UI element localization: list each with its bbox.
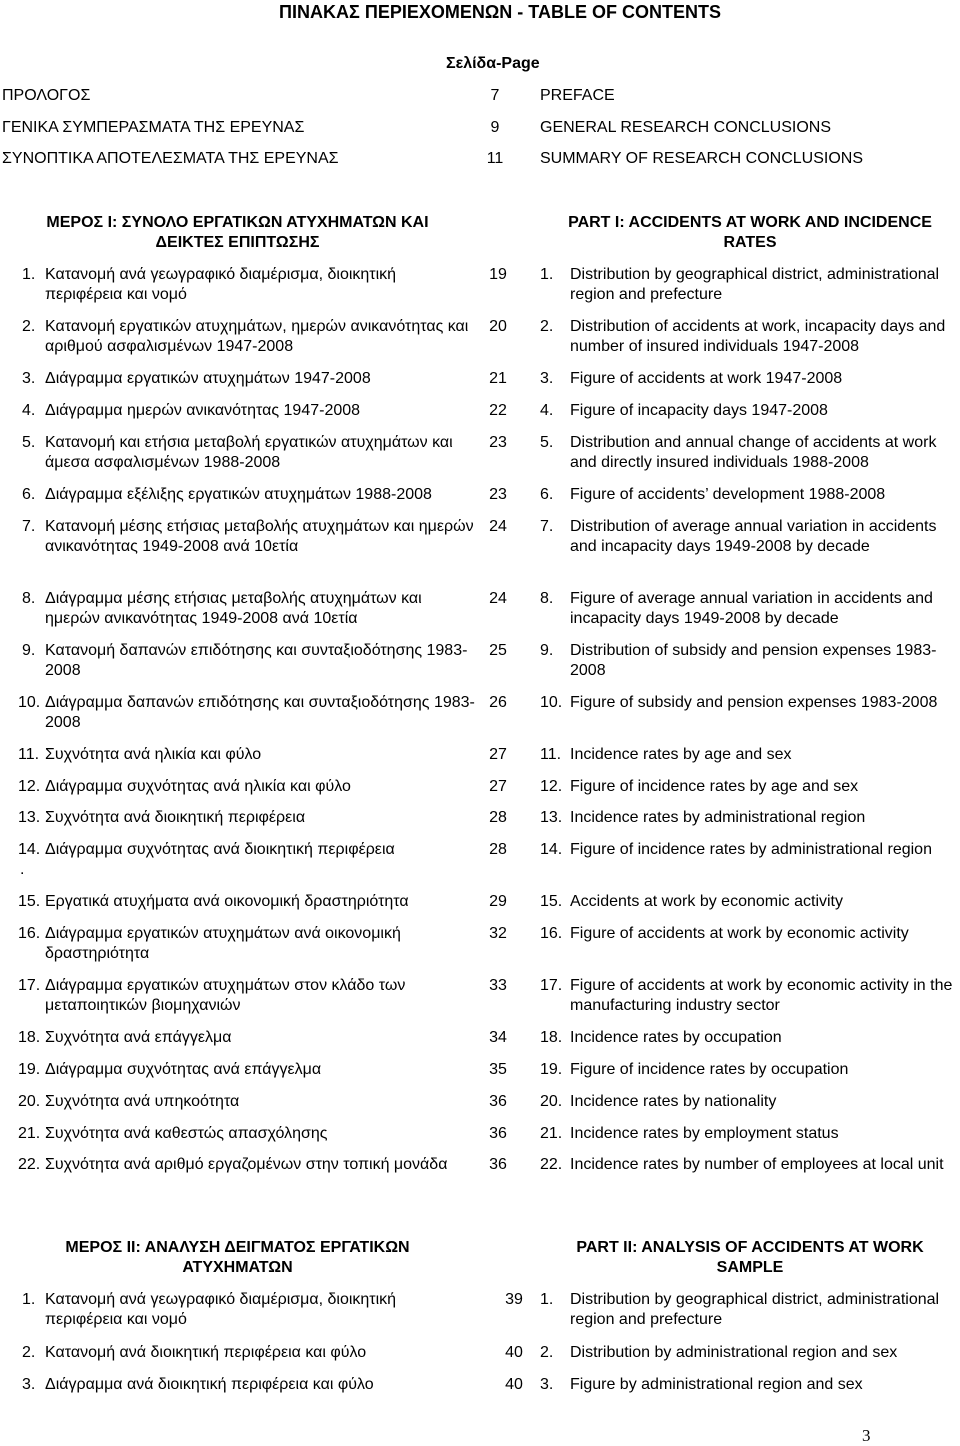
part1-heading-en: PART I: ACCIDENTS AT WORK AND INCIDENCE RATES xyxy=(568,214,932,251)
stray-dot: . xyxy=(20,861,25,878)
preface-page: 7 xyxy=(490,87,500,104)
preface-gr: ΓΕΝΙΚΑ ΣΥΜΠΕΡΑΣΜΑΤΑ ΤΗΣ ΕΡΕΥΝΑΣ xyxy=(2,119,305,136)
document-title: ΠΙΝΑΚΑΣ ΠΕΡΙΕΧΟΜΕΝΩΝ - TABLE OF CONTENTS xyxy=(279,2,721,22)
part2-heading-gr: ΜΕΡΟΣ ΙΙ: ΑΝΑΛΥΣΗ ΔΕΙΓΜΑΤΟΣ ΕΡΓΑΤΙΚΩΝ ΑΤΥΧΗΜΑΤΩΝ xyxy=(65,1239,410,1276)
preface-en: SUMMARY OF RESEARCH CONCLUSIONS xyxy=(540,150,864,167)
page-number: 3 xyxy=(862,1426,871,1445)
page-column-header: Σελίδα-Page xyxy=(446,55,540,72)
part2-heading-en: PART II: ANALYSIS OF ACCIDENTS AT WORK SAMPLE xyxy=(576,1239,924,1276)
preface-page: 9 xyxy=(490,119,500,136)
preface-page: 11 xyxy=(486,150,504,167)
preface-en: PREFACE xyxy=(540,87,615,104)
preface-en: GENERAL RESEARCH CONCLUSIONS xyxy=(540,119,832,136)
preface-gr: ΣΥΝΟΠΤΙΚΑ ΑΠΟΤΕΛΕΣΜΑΤΑ ΤΗΣ ΕΡΕΥΝΑΣ xyxy=(2,150,339,167)
preface-gr: ΠΡΟΛΟΓΟΣ xyxy=(2,87,91,104)
part1-heading-gr: ΜΕΡΟΣ Ι: ΣΥΝΟΛΟ ΕΡΓΑΤΙΚΩΝ ΑΤΥΧΗΜΑΤΩΝ ΚΑΙ ΔΕΙΚΤΕΣ ΕΠΙΠΤΩΣΗΣ xyxy=(46,214,429,251)
